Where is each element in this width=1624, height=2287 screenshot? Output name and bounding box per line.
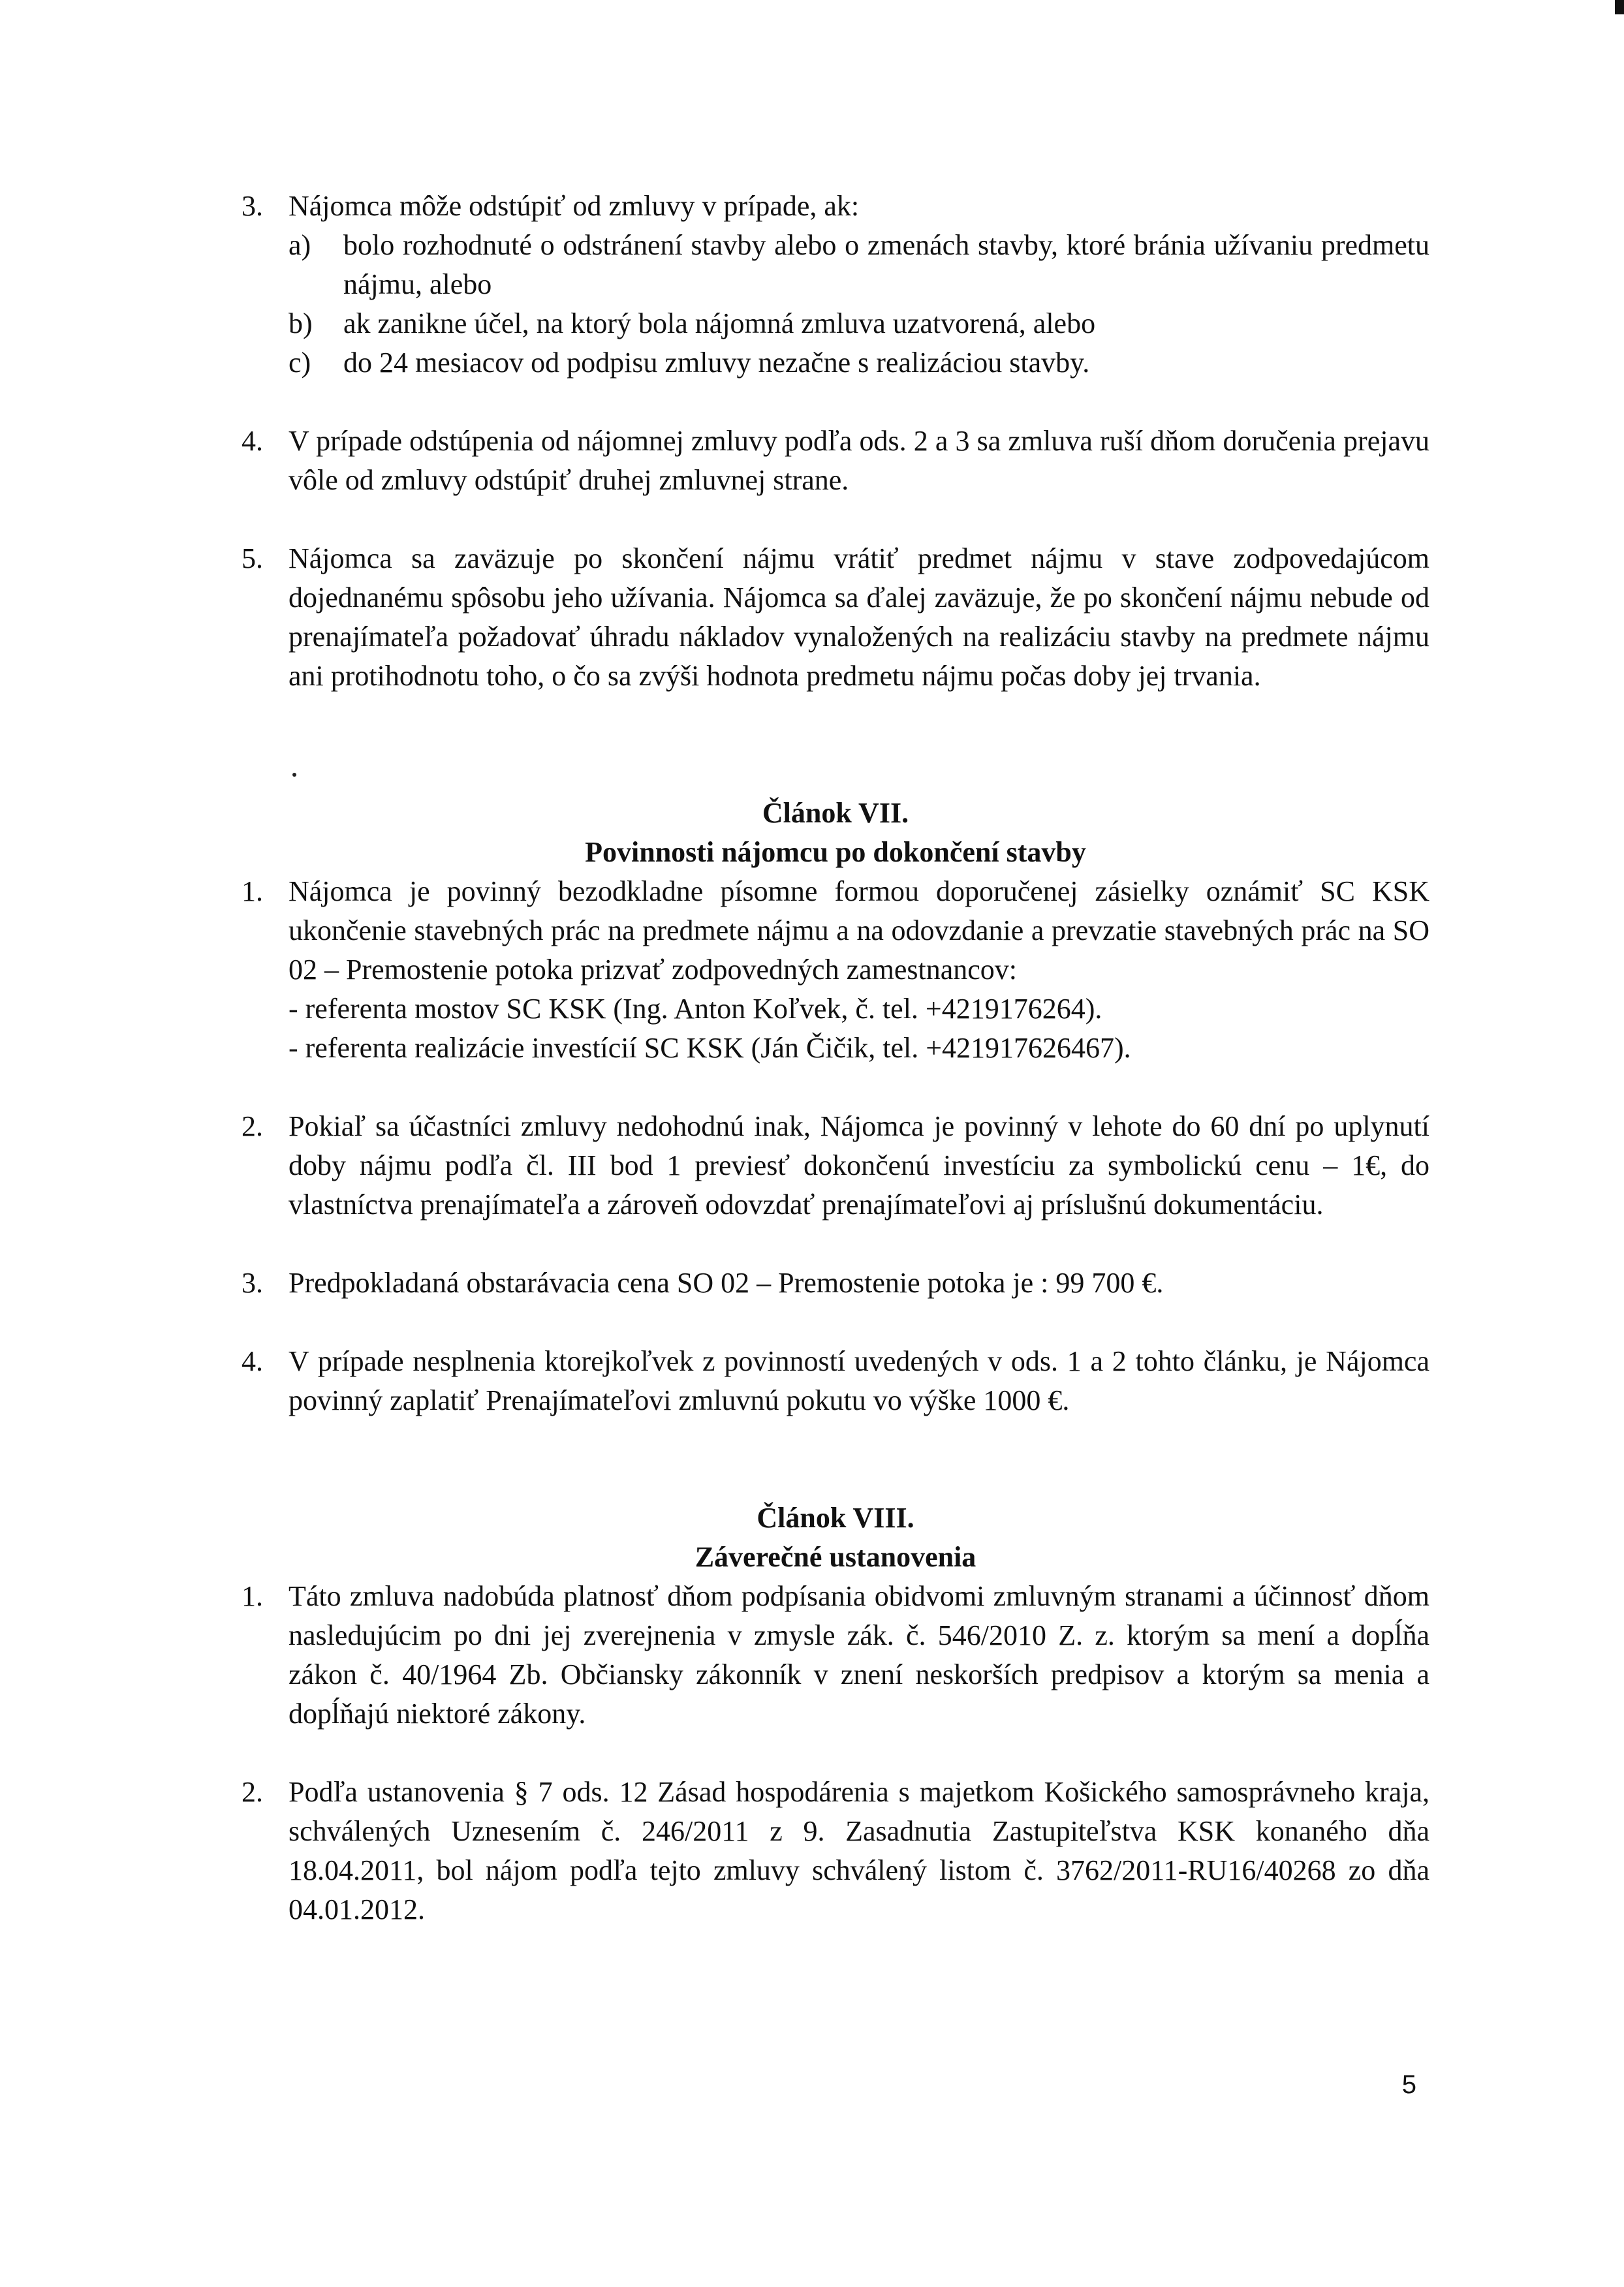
scan-corner-mark <box>1615 0 1624 14</box>
list-item-text: bolo rozhodnuté o odstránení stavby alebo o zmenách stavby, ktoré bránia užívaniu predmetu nájmu, alebo <box>343 229 1429 300</box>
paragraph-number: 4. <box>242 1345 263 1377</box>
article7-subtitle: Povinnosti nájomcu po dokončení stavby <box>585 836 1086 868</box>
paragraph-body <box>289 872 1429 1068</box>
article7-paragraph-3 <box>242 1264 1429 1303</box>
paragraph-intro: Nájomca môže odstúpiť od zmluvy v prípade, ak: <box>289 190 860 222</box>
list-item-c <box>289 343 1429 382</box>
list-item-text: do 24 mesiacov od podpisu zmluvy nezačne s realizáciou stavby. <box>343 347 1090 379</box>
article6-paragraph-4 <box>242 422 1429 500</box>
list-item-b <box>289 304 1429 343</box>
paragraph-text: Predpokladaná obstarávacia cena SO 02 – Premostenie potoka je : 99 700 €. <box>289 1267 1164 1299</box>
paragraph-number: 1. <box>242 1580 263 1612</box>
article8-title: Článok VIII. <box>757 1502 914 1534</box>
paragraph-number: 2. <box>242 1776 263 1808</box>
article6-paragraph-3 <box>242 187 1429 382</box>
page-content <box>242 187 1429 1929</box>
paragraph-number: 3. <box>242 1267 263 1299</box>
list-item-letter: c) <box>289 347 311 379</box>
article8-subtitle: Záverečné ustanovenia <box>695 1541 976 1573</box>
paragraph-text: Pokiaľ sa účastníci zmluvy nedohodnú inak, Nájomca je povinný v lehote do 60 dní po uplynutí doby nájmu podľa čl. III bod 1 previesť dokončenú investíciu za symbolickú cenu – 1€, do vlastníctva prenajímateľa a zároveň odovzdať prenajímateľovi aj príslušnú dokumentáciu. <box>289 1110 1429 1221</box>
list-item-a <box>289 226 1429 304</box>
paragraph-text: V prípade odstúpenia od nájomnej zmluvy podľa ods. 2 a 3 sa zmluva ruší dňom doručenia prejavu vôle od zmluvy odstúpiť druhej zmluvnej strane. <box>289 425 1429 496</box>
paragraph-number: 4. <box>242 425 263 457</box>
article7-paragraph-1 <box>242 872 1429 1068</box>
paragraph-text: Nájomca je povinný bezodkladne písomne formou doporučenej zásielky oznámiť SC KSK ukončenie stavebných prác na predmete nájmu a na odovzdanie a prevzatie stavebných prác na SO 02 – Premostenie potoka prizvať zodpovedných zamestnancov: <box>289 875 1429 986</box>
article6-paragraph-5 <box>242 539 1429 696</box>
paragraph-body <box>289 187 1429 382</box>
list-item-text: ak zanikne účel, na ktorý bola nájomná zmluva uzatvorená, alebo <box>343 307 1096 339</box>
article7-title: Článok VII. <box>762 797 909 829</box>
paragraph-number: 2. <box>242 1110 263 1142</box>
paragraph-text: Táto zmluva nadobúda platnosť dňom podpísania obidvomi zmluvným stranami a účinnosť dňom nasledujúcim po dni jej zverejnenia v zmysle zák. č. 546/2010 Z. z. ktorým sa mení a dopĺňa zákon č. 40/1964 Zb. Občiansky zákonník v znení neskorších predpisov a ktorým sa menia a dopĺňajú niektoré zákony. <box>289 1580 1429 1730</box>
paragraph-number: 1. <box>242 875 263 907</box>
list-item-letter: a) <box>289 229 311 261</box>
article8-paragraph-2 <box>242 1773 1429 1929</box>
contact-item-bridges: - referenta mostov SC KSK (Ing. Anton Koľvek, č. tel. +4219176264). <box>289 993 1102 1025</box>
paragraph-text: V prípade nesplnenia ktorejkoľvek z povinností uvedených v ods. 1 a 2 tohto článku, je Nájomca povinný zaplatiť Prenajímateľovi zmluvnú pokutu vo výške 1000 €. <box>289 1345 1429 1416</box>
article8-paragraph-1 <box>242 1577 1429 1734</box>
page-number: 5 <box>1401 2070 1416 2099</box>
paragraph-text: Podľa ustanovenia § 7 ods. 12 Zásad hospodárenia s majetkom Košického samosprávneho kraja, schválených Uznesením č. 246/2011 z 9. Zasadnutia Zastupiteľstva KSK konaného dňa 18.04.2011, bol nájom podľa tejto zmluvy schválený listom č. 3762/2011-RU16/40268 zo dňa 04.01.2012. <box>289 1776 1429 1925</box>
scan-dot <box>292 773 296 777</box>
contact-item-investments: - referenta realizácie investícií SC KSK (Ján Čičik, tel. +421917626467). <box>289 1032 1131 1064</box>
list-item-letter: b) <box>289 307 313 339</box>
article7-paragraph-4 <box>242 1342 1429 1420</box>
paragraph-number: 5. <box>242 542 263 574</box>
paragraph-text: Nájomca sa zaväzuje po skončení nájmu vrátiť predmet nájmu v stave zodpovedajúcom dojednanému spôsobu jeho užívania. Nájomca sa ďalej zaväzuje, že po skončení nájmu nebude od prenajímateľa požadovať úhradu nákladov vynaložených na realizáciu stavby na predmete nájmu ani protihodnotu toho, o čo sa zvýši hodnota predmetu nájmu počas doby jej trvania. <box>289 542 1429 692</box>
article7-paragraph-2 <box>242 1107 1429 1224</box>
paragraph-number: 3. <box>242 190 263 222</box>
